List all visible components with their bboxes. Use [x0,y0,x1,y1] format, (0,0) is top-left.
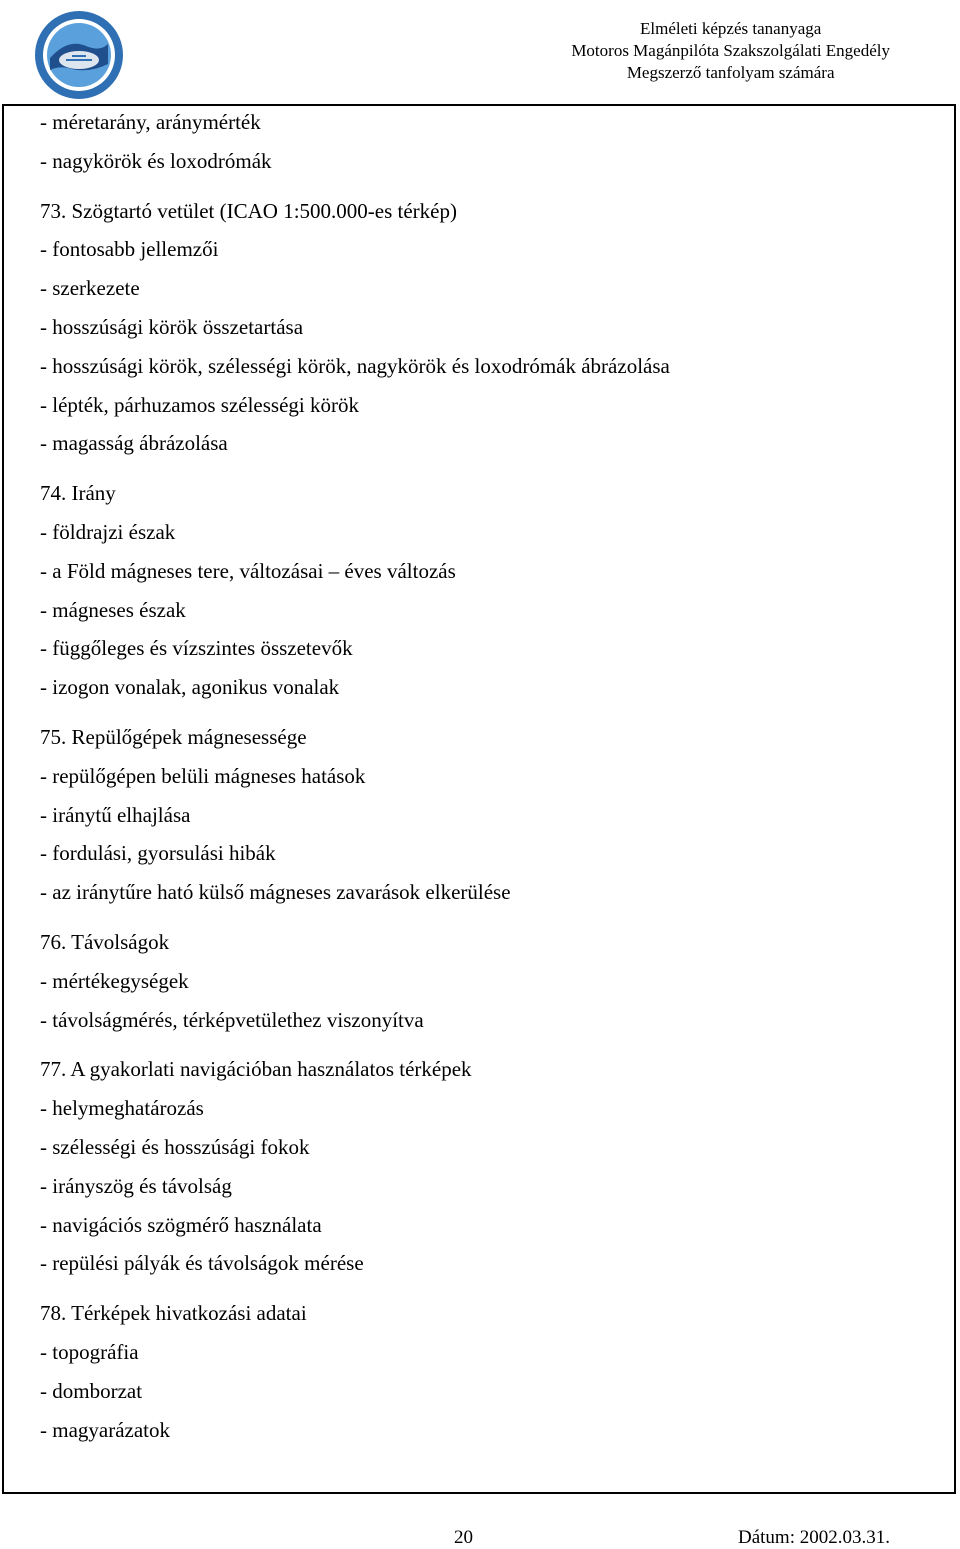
section [40,197,920,469]
section [40,479,920,712]
list-item: - irányszög és távolság [40,1173,232,1198]
syllabus-content [40,108,920,1465]
header-line: Motoros Magánpilóta Szakszolgálati Engedély [571,41,890,60]
list-item: - nagykörök és loxodrómák [40,148,272,173]
section [40,928,920,1044]
document-date: Dátum: 2002.03.31. [738,1527,890,1548]
list-item: - földrajzi észak [40,519,176,544]
list-item: - hosszúsági körök összetartása [40,314,304,339]
list-item: - a Föld mágneses tere, változásai – éves változás [40,558,456,583]
section [40,1299,920,1454]
section-heading: 73. Szögtartó vetület (ICAO 1:500.000-es térkép) [40,198,457,223]
list-item: - szerkezete [40,276,140,301]
section-heading: 78. Térképek hivatkozási adatai [40,1301,307,1326]
list-item: - lépték, párhuzamos szélességi körök [40,392,359,417]
list-item: - méretarány, aránymérték [40,110,261,134]
list-item: - szélességi és hosszúsági fokok [40,1134,310,1159]
list-item: - navigációs szögmérő használata [40,1212,322,1237]
list-item: - fontosabb jellemzői [40,237,219,262]
list-item: - mágneses észak [40,597,186,622]
list-item: - helymeghatározás [40,1096,204,1121]
school-logo-seal [28,8,130,102]
list-item: - mértékegységek [40,968,189,993]
list-item: - izogon vonalak, agonikus vonalak [40,675,340,700]
section-heading: 77. A gyakorlati navigációban használatos térképek [40,1057,472,1082]
list-item: - az iránytűre ható külső mágneses zavarások elkerülése [40,880,511,905]
document-header [571,18,890,84]
list-item: - magyarázatok [40,1417,171,1442]
list-item: - repülési pályák és távolságok mérése [40,1251,364,1276]
list-item: - távolságmérés, térképvetülethez viszonyítva [40,1007,424,1032]
list-item: - iránytű elhajlása [40,802,191,827]
page-number: 20 [454,1527,473,1548]
list-item: - domborzat [40,1378,143,1403]
section-heading: 75. Repülőgépek mágnesessége [40,724,307,749]
list-item: - repülőgépen belüli mágneses hatások [40,763,366,788]
section [40,108,920,186]
section [40,723,920,917]
list-item: - magasság ábrázolása [40,431,228,456]
list-item: - fordulási, gyorsulási hibák [40,841,276,866]
header-line: Elméleti képzés tananyaga [640,19,822,38]
list-item: - függőleges és vízszintes összetevők [40,636,353,661]
list-item: - topográfia [40,1339,139,1364]
header-line: Megszerző tanfolyam számára [626,63,835,82]
section-heading: 76. Távolságok [40,929,170,954]
section [40,1055,920,1288]
section-heading: 74. Irány [40,481,116,506]
list-item: - hosszúsági körök, szélességi körök, nagykörök és loxodrómák ábrázolása [40,353,670,378]
